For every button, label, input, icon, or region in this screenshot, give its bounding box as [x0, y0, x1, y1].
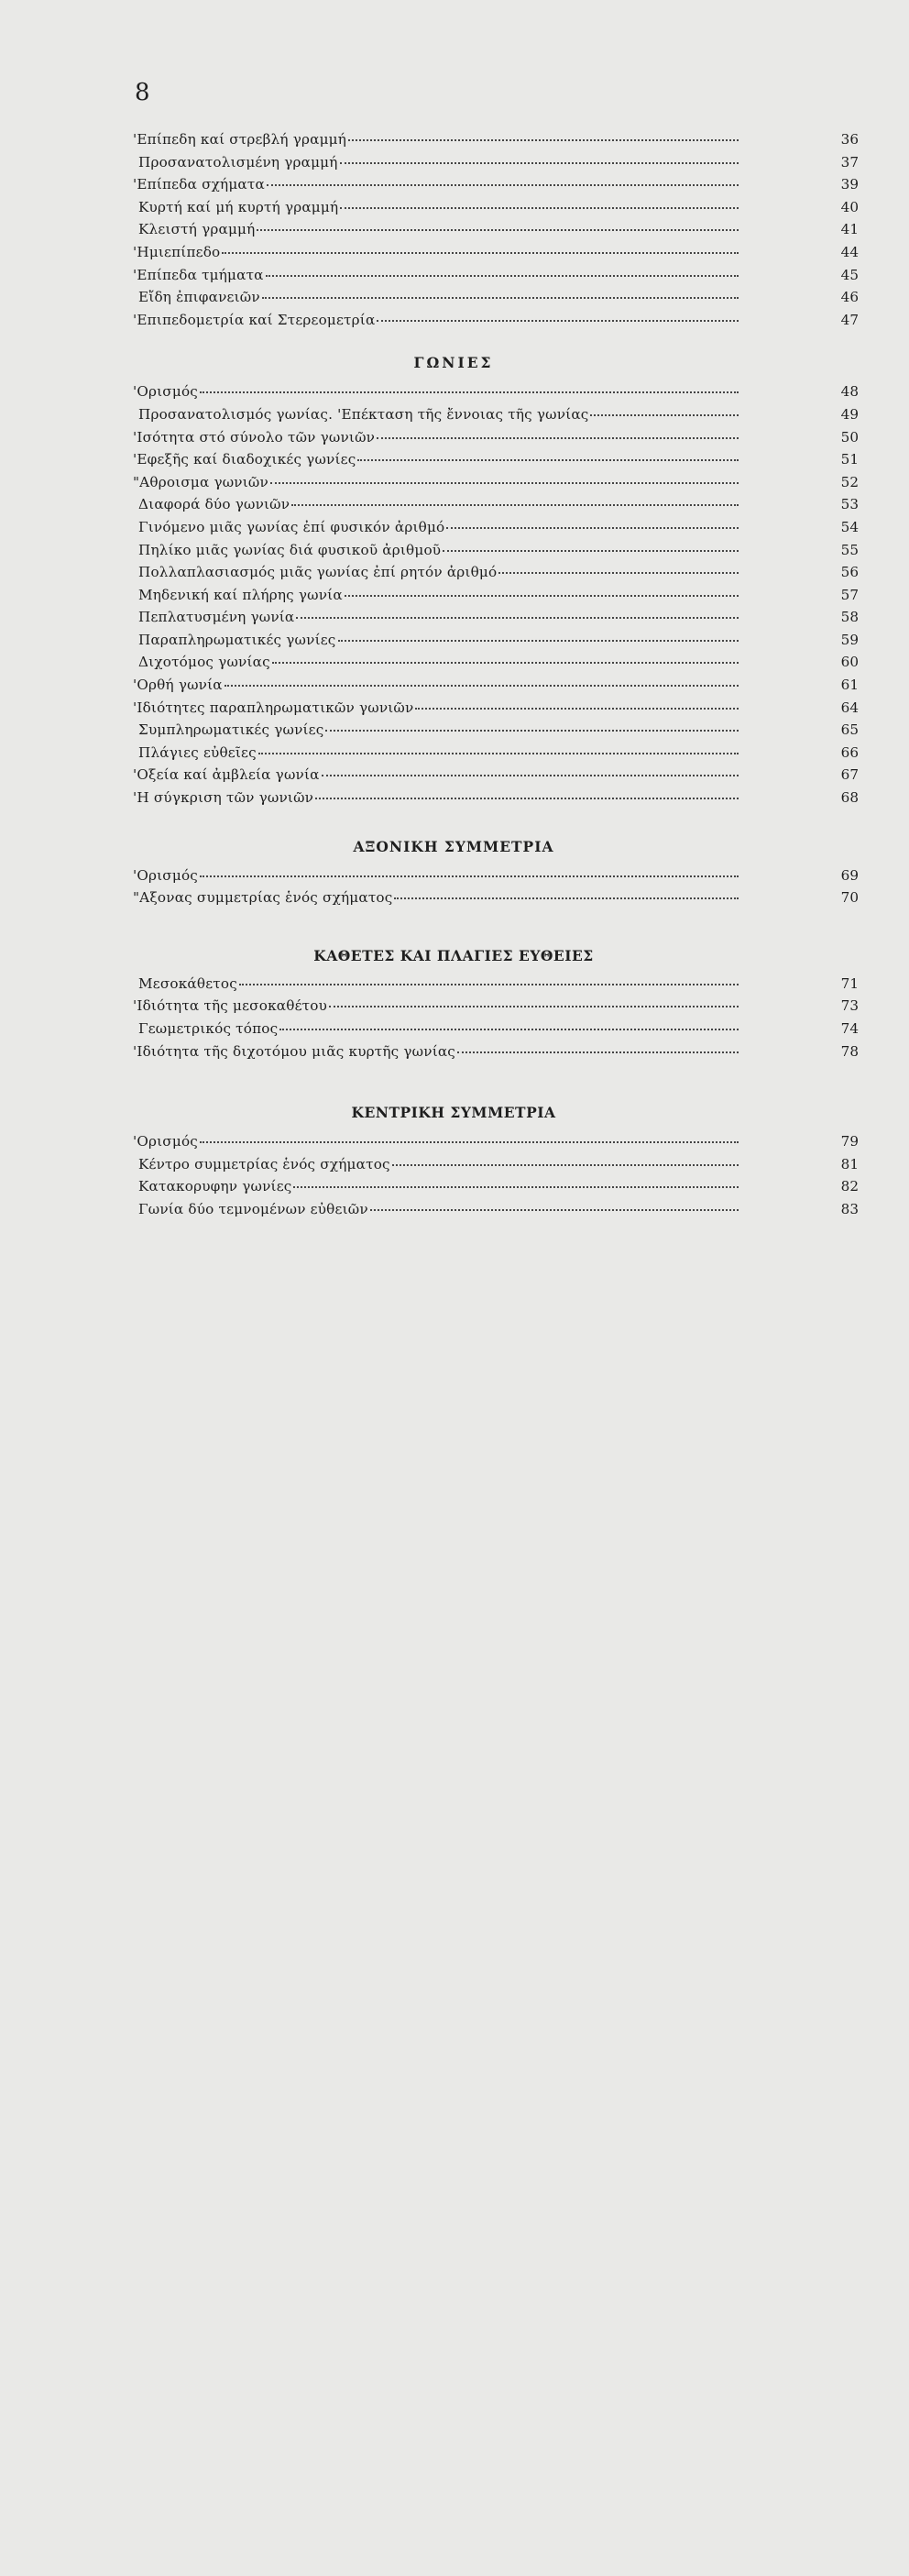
toc-entry-page: 83 — [840, 1200, 859, 1217]
dot-leader — [258, 753, 739, 754]
dot-leader — [291, 504, 739, 506]
toc-entry — [133, 267, 859, 290]
toc-entry — [133, 474, 859, 497]
toc-section — [133, 131, 859, 334]
toc-entry-title: 'Ημιεπίπεδο — [133, 243, 221, 260]
toc-entry-page: 40 — [840, 198, 859, 215]
toc-entry — [133, 154, 859, 177]
toc-entry-title: 'Επίπεδα τμήματα — [133, 266, 264, 283]
toc-entry — [133, 221, 859, 244]
toc-entry-title: Πολλαπλασιασμός μιᾶς γωνίας ἐπί ρητόν ἀριθμό — [138, 564, 498, 581]
toc-entry-title: Πηλίκο μιᾶς γωνίας διά φυσικοῦ ἀριθμοῦ — [138, 541, 442, 558]
toc-entry — [133, 654, 859, 677]
toc-entry-page: 44 — [840, 243, 859, 260]
toc-entry — [133, 176, 859, 199]
toc-entry-title: 'Ορθή γωνία — [133, 677, 223, 694]
toc-entry-title: 'Επιπεδομετρία καί Στερεομετρία — [133, 311, 376, 328]
toc-entry — [133, 383, 859, 406]
dot-leader — [392, 1164, 739, 1166]
toc-entry-title: Εἴδη ἐπιφανειῶν — [138, 289, 260, 306]
toc-entry-title: Κέντρο συμμετρίας ἑνός σχήματος — [138, 1155, 390, 1172]
toc-entry — [133, 244, 859, 267]
toc-entry-title: Μεσοκάθετος — [138, 974, 237, 992]
toc-entry-page: 70 — [840, 889, 859, 907]
dot-leader — [293, 1186, 739, 1188]
toc-entry-page: 41 — [840, 221, 859, 238]
toc-entry-title: 'Επίπεδη καί στρεβλή γραμμή — [133, 131, 347, 148]
toc-entry-title: Προσανατολισμένη γραμμή — [138, 153, 338, 171]
toc-entry-page: 56 — [840, 564, 859, 581]
toc-entry-page: 57 — [840, 586, 859, 603]
toc-entry-title: 'Ιδιότητα τῆς μεσοκαθέτου — [133, 997, 328, 1015]
toc-entry-list — [133, 383, 859, 811]
dot-leader — [315, 798, 739, 799]
toc-entry-list — [133, 1133, 859, 1223]
toc-entry-page: 47 — [840, 311, 859, 328]
toc-entry-page: 52 — [840, 473, 859, 490]
toc-entry-title: Πλάγιες εὐθεῖες — [138, 743, 257, 761]
toc-entry — [133, 609, 859, 632]
toc-entry-page: 65 — [840, 721, 859, 739]
toc-entry — [133, 789, 859, 812]
toc-entry-page: 73 — [840, 997, 859, 1015]
section-heading: ΓΩΝΙΕΣ — [413, 354, 494, 372]
dot-leader — [590, 414, 739, 416]
section-heading: ΚΕΝΤΡΙΚΗ ΣΥΜΜΕΤΡΙΑ — [351, 1104, 556, 1122]
toc-entry-page: 48 — [840, 383, 859, 401]
toc-entry — [133, 1178, 859, 1201]
dot-leader — [222, 252, 739, 254]
toc-entry-title: Γεωμετρικός τόπος — [138, 1020, 279, 1037]
toc-section — [133, 836, 859, 912]
dot-leader — [370, 1209, 739, 1211]
table-of-contents — [133, 131, 859, 1224]
toc-entry — [133, 766, 859, 789]
toc-entry-page: 58 — [840, 609, 859, 626]
dot-leader — [345, 595, 739, 597]
dot-leader — [394, 897, 739, 899]
toc-entry — [133, 889, 859, 912]
toc-entry-title: Κυρτή καί μή κυρτή γραμμή — [138, 198, 339, 215]
toc-entry-page: 45 — [840, 266, 859, 283]
toc-entry — [133, 867, 859, 890]
dot-leader — [498, 572, 739, 574]
toc-entry — [133, 199, 859, 222]
toc-entry-title: 'Ορισμός — [133, 866, 198, 884]
toc-section — [133, 945, 859, 1065]
toc-entry — [133, 975, 859, 998]
dot-leader — [279, 1029, 739, 1030]
dot-leader — [340, 207, 739, 209]
toc-entry-title: 'Οξεία καί ἀμβλεία γωνία — [133, 766, 320, 784]
dot-leader — [200, 875, 739, 877]
toc-entry-title: Γωνία δύο τεμνομένων εὐθειῶν — [138, 1200, 368, 1217]
toc-entry-page: 59 — [840, 631, 859, 648]
toc-entry-title: 'Ορισμός — [133, 383, 198, 401]
toc-entry-title: Παραπληρωματικές γωνίες — [138, 631, 336, 648]
toc-entry — [133, 744, 859, 767]
toc-entry — [133, 519, 859, 542]
toc-entry-list — [133, 131, 859, 334]
toc-entry-page: 46 — [840, 289, 859, 306]
toc-entry — [133, 1043, 859, 1066]
toc-entry-page: 50 — [840, 428, 859, 446]
dot-leader — [329, 1006, 739, 1007]
toc-entry-page: 53 — [840, 496, 859, 513]
dot-leader — [338, 640, 739, 642]
toc-entry — [133, 451, 859, 474]
dot-leader — [296, 617, 739, 619]
toc-entry-title: 'Η σύγκριση τῶν γωνιῶν — [133, 789, 314, 807]
toc-entry-list — [133, 867, 859, 912]
toc-entry — [133, 721, 859, 744]
toc-entry-page: 37 — [840, 153, 859, 171]
page-number: 8 — [135, 79, 151, 106]
dot-leader — [200, 1141, 739, 1143]
dot-leader — [457, 1051, 739, 1053]
toc-entry-title: 'Ιδιότητα τῆς διχοτόμου μιᾶς κυρτῆς γωνίας — [133, 1042, 456, 1060]
toc-entry-page: 51 — [840, 451, 859, 468]
toc-entry-title: Προσανατολισμός γωνίας. 'Επέκταση τῆς ἔννοιας τῆς γωνίας — [138, 405, 589, 423]
toc-entry-title: 'Ορισμός — [133, 1133, 198, 1150]
toc-entry — [133, 1156, 859, 1179]
toc-entry-page: 78 — [840, 1042, 859, 1060]
toc-entry-title: 'Εφεξῆς καί διαδοχικές γωνίες — [133, 451, 356, 468]
dot-leader — [443, 550, 739, 552]
toc-entry-title: Συμπληρωματικές γωνίες — [138, 721, 324, 739]
toc-entry-page: 64 — [840, 699, 859, 716]
toc-entry-page: 74 — [840, 1020, 859, 1037]
dot-leader — [239, 984, 739, 985]
dot-leader — [257, 229, 739, 231]
dot-leader — [267, 184, 739, 186]
dot-leader — [200, 391, 739, 393]
toc-entry — [133, 677, 859, 699]
toc-section — [133, 352, 859, 811]
toc-entry-title: Πεπλατυσμένη γωνία — [138, 609, 295, 626]
toc-entry-page: 66 — [840, 743, 859, 761]
toc-entry-page: 39 — [840, 176, 859, 193]
toc-entry-title: Διχοτόμος γωνίας — [138, 654, 270, 671]
toc-entry — [133, 542, 859, 565]
section-heading: ΚΑΘΕΤΕΣ ΚΑΙ ΠΛΑΓΙΕΣ ΕΥΘΕΙΕΣ — [313, 946, 594, 964]
toc-entry — [133, 496, 859, 519]
dot-leader — [377, 320, 739, 322]
dot-leader — [377, 437, 739, 439]
toc-entry-title: "Αθροισμα γωνιῶν — [133, 473, 268, 490]
toc-entry-page: 79 — [840, 1133, 859, 1150]
toc-entry-page: 55 — [840, 541, 859, 558]
toc-entry-page: 82 — [840, 1178, 859, 1195]
toc-entry-title: Μηδενική καί πλήρης γωνία — [138, 586, 343, 603]
toc-entry — [133, 429, 859, 452]
dot-leader — [340, 162, 739, 164]
toc-entry — [133, 699, 859, 722]
toc-entry-page: 67 — [840, 766, 859, 784]
toc-entry-page: 61 — [840, 677, 859, 694]
toc-entry — [133, 564, 859, 587]
toc-entry-list — [133, 975, 859, 1065]
dot-leader — [357, 459, 739, 461]
toc-entry — [133, 312, 859, 335]
dot-leader — [225, 685, 739, 687]
section-heading: ΑΞΟΝΙΚΗ ΣΥΜΜΕΤΡΙΑ — [353, 837, 554, 855]
dot-leader — [446, 527, 739, 529]
toc-entry-page: 69 — [840, 866, 859, 884]
toc-entry-page: 54 — [840, 518, 859, 535]
toc-entry — [133, 587, 859, 610]
toc-entry-title: Διαφορά δύο γωνιῶν — [138, 496, 290, 513]
toc-entry-page: 68 — [840, 789, 859, 807]
dot-leader — [262, 297, 739, 299]
toc-entry — [133, 632, 859, 655]
dot-leader — [272, 662, 739, 664]
toc-entry — [133, 406, 859, 429]
toc-entry-title: Γινόμενο μιᾶς γωνίας ἐπί φυσικόν ἀριθμό — [138, 518, 445, 535]
toc-entry — [133, 1201, 859, 1224]
toc-entry-page: 60 — [840, 654, 859, 671]
toc-entry-title: Κατακορυφην γωνίες — [138, 1178, 292, 1195]
toc-entry-title: "Αξονας συμμετρίας ἑνός σχήματος — [133, 889, 393, 907]
dot-leader — [325, 730, 739, 732]
toc-section — [133, 1102, 859, 1223]
toc-entry-title: 'Ιδιότητες παραπληρωματικῶν γωνιῶν — [133, 699, 414, 716]
dot-leader — [322, 775, 739, 776]
toc-entry — [133, 1133, 859, 1156]
dot-leader — [415, 708, 739, 710]
toc-entry-page: 49 — [840, 405, 859, 423]
dot-leader — [266, 275, 739, 277]
toc-entry-title: Κλειστή γραμμή — [138, 221, 256, 238]
toc-entry-title: 'Ισότητα στό σύνολο τῶν γωνιῶν — [133, 428, 376, 446]
toc-entry-page: 71 — [840, 974, 859, 992]
toc-entry — [133, 997, 859, 1020]
dot-leader — [270, 482, 739, 484]
toc-entry-page: 36 — [840, 131, 859, 148]
toc-entry — [133, 1020, 859, 1043]
toc-entry — [133, 289, 859, 312]
toc-entry-title: 'Επίπεδα σχήματα — [133, 176, 265, 193]
toc-entry — [133, 131, 859, 154]
dot-leader — [348, 139, 739, 141]
toc-entry-page: 81 — [840, 1155, 859, 1172]
